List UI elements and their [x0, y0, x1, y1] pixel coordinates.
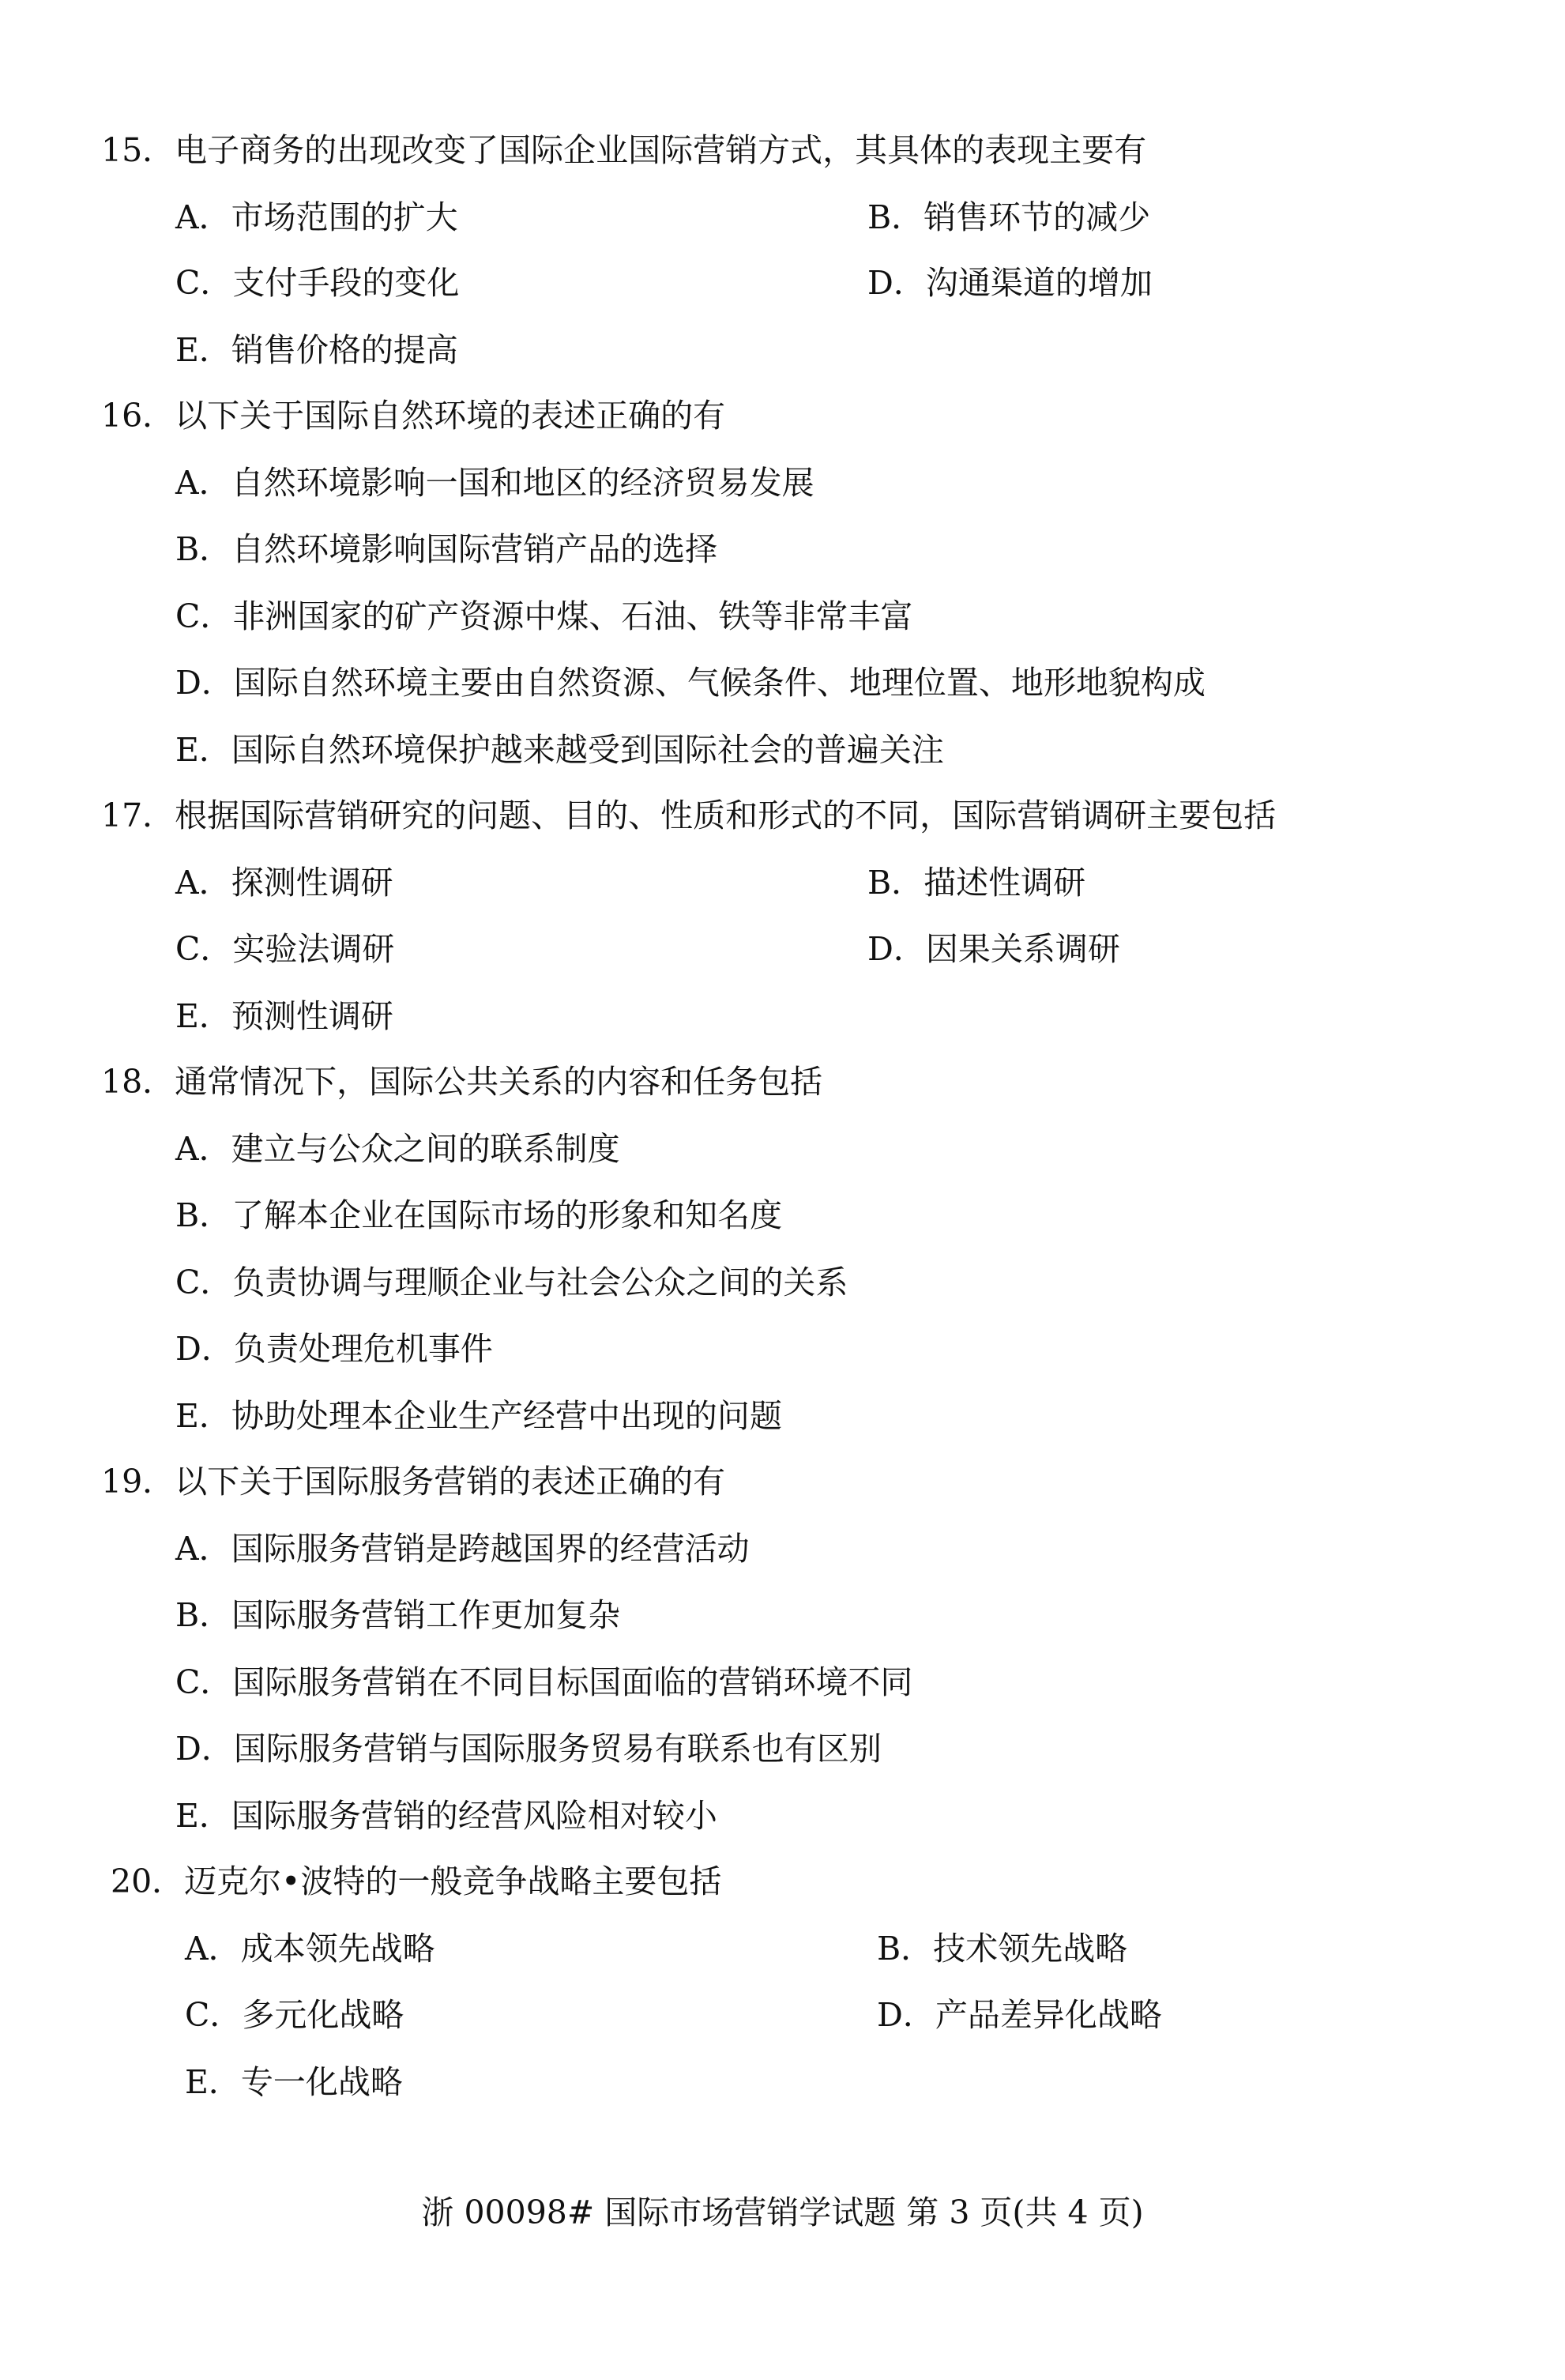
q18-option-c: C．负责协调与理顺企业与社会公众之间的关系	[175, 1263, 848, 1301]
q17-option-a: A．探测性调研	[175, 864, 393, 902]
q18-option-e: E．协助处理本企业生产经营中出现的问题	[175, 1397, 782, 1435]
q17-option-c: C．实验法调研	[175, 930, 395, 968]
q19-option-b: B．国际服务营销工作更加复杂	[175, 1596, 621, 1634]
q15-option-a: A．市场范围的扩大	[175, 198, 458, 236]
q19-option-d: D．国际服务营销与国际服务贸易有联系也有区别	[175, 1730, 882, 1768]
question-17: 17．根据国际营销研究的问题、目的、性质和形式的不同，国际营销调研主要包括	[101, 796, 1277, 834]
q18-option-d: D．负责处理危机事件	[175, 1330, 493, 1368]
q16-option-d: D．国际自然环境主要由自然资源、气候条件、地理位置、地形地貌构成	[175, 664, 1206, 702]
question-18: 18．通常情况下，国际公共关系的内容和任务包括	[101, 1063, 823, 1101]
question-19: 19．以下关于国际服务营销的表述正确的有	[101, 1463, 726, 1501]
q17-option-e: E．预测性调研	[175, 997, 393, 1035]
q18-option-b: B．了解本企业在国际市场的形象和知名度	[175, 1196, 783, 1234]
question-20: 20．迈克尔•波特的一般竞争战略主要包括	[111, 1862, 722, 1900]
q15-option-b: B．销售环节的减少	[867, 198, 1151, 236]
q16-option-e: E．国际自然环境保护越来越受到国际社会的普遍关注	[175, 731, 944, 769]
q16-option-c: C．非洲国家的矿产资源中煤、石油、铁等非常丰富	[175, 597, 913, 635]
q15-option-d: D．沟通渠道的增加	[867, 264, 1153, 302]
q15-option-e: E．销售价格的提高	[175, 331, 458, 369]
q19-option-c: C．国际服务营销在不同目标国面临的营销环境不同	[175, 1663, 913, 1701]
q17-option-d: D．因果关系调研	[867, 930, 1120, 968]
q20-option-d: D．产品差异化战略	[877, 1996, 1162, 2034]
question-15: 15．电子商务的出现改变了国际企业国际营销方式，其具体的表现主要有	[101, 131, 1147, 169]
q15-option-c: C．支付手段的变化	[175, 264, 460, 302]
q17-option-b: B．描述性调研	[867, 864, 1086, 902]
page-footer: 浙 00098# 国际市场营销学试题 第 3 页(共 4 页)	[421, 2194, 1144, 2231]
q19-option-a: A．国际服务营销是跨越国界的经营活动	[175, 1530, 750, 1568]
q20-option-a: A．成本领先战略	[185, 1930, 435, 1968]
q20-option-c: C．多元化战略	[185, 1996, 404, 2034]
q18-option-a: A．建立与公众之间的联系制度	[175, 1130, 620, 1168]
q19-option-e: E．国际服务营销的经营风险相对较小	[175, 1797, 717, 1835]
q20-option-e: E．专一化战略	[185, 2063, 403, 2101]
q16-option-b: B．自然环境影响国际营销产品的选择	[175, 530, 718, 568]
q20-option-b: B．技术领先战略	[877, 1930, 1128, 1968]
q16-option-a: A．自然环境影响一国和地区的经济贸易发展	[175, 464, 814, 502]
question-16: 16．以下关于国际自然环境的表述正确的有	[101, 397, 726, 435]
